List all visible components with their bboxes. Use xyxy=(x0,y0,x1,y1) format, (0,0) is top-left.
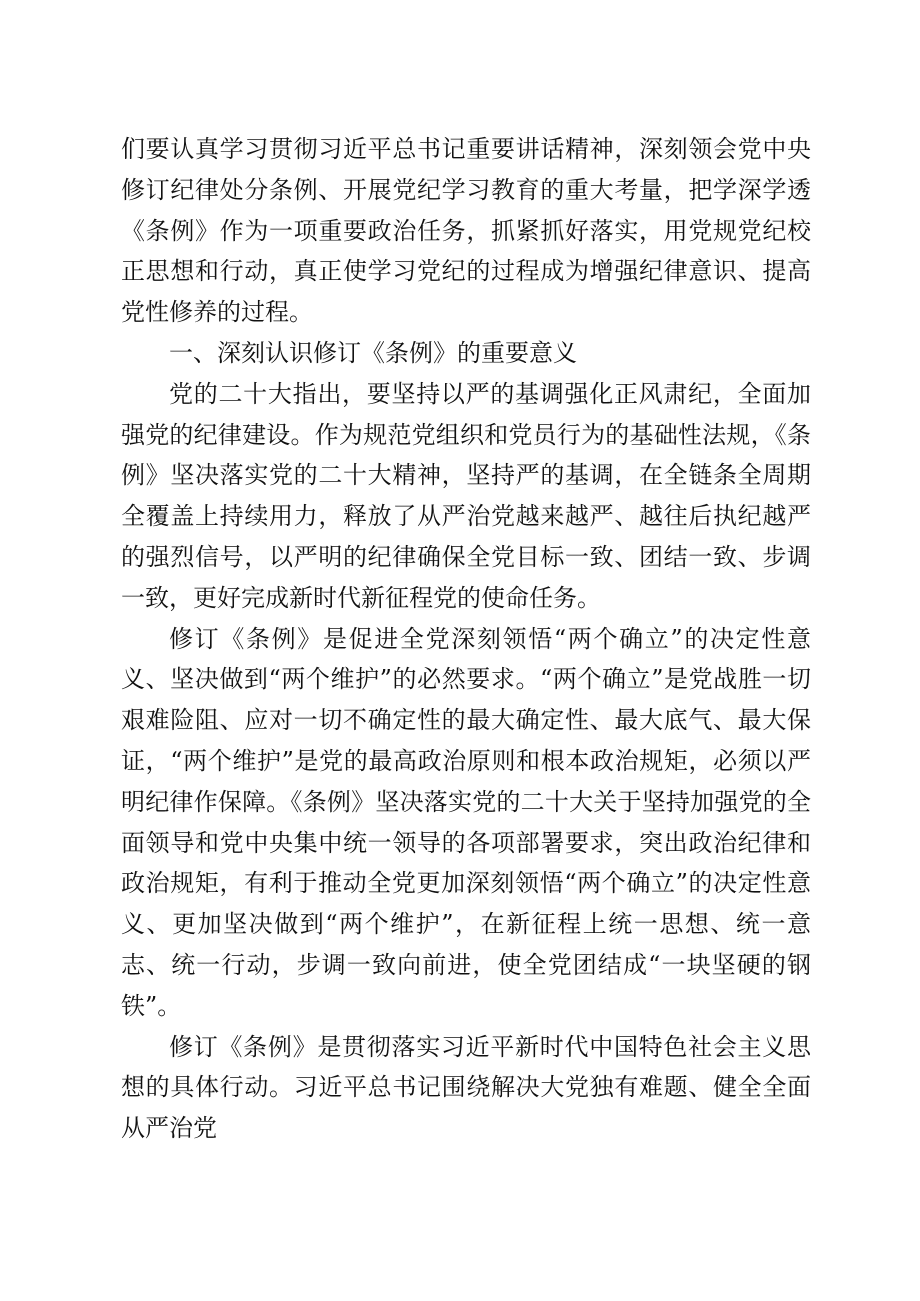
document-body xyxy=(121,129,811,1149)
body-paragraph-3: 修订《条例》是促进全党深刻领悟“两个确立”的决定性意义、坚决做到“两个维护”的必然要求。“两个确立”是党战胜一切艰难险阻、应对一切不确定性的最大确定性、最大底气、最大保证，“两个维护”是党的最高政治原则和根本政治规矩，必须以严明纪律作保障。《条例》坚决落实党的二十大关于坚持加强党的全面领导和党中央集中统一领导的各项部署要求，突出政治纪律和政治规矩，有利于推动全党更加深刻领悟“两个确立”的决定性意义、更加坚决做到“两个维护”，在新征程上统一思想、统一意志、统一行动，步调一致向前进，使全党团结成“一块坚硬的钢铁”。 xyxy=(121,624,811,1020)
section-heading-1: 一、深刻认识修订《条例》的重要意义 xyxy=(169,338,577,367)
body-paragraph-2: 党的二十大指出，要坚持以严的基调强化正风肃纪，全面加强党的纪律建设。作为规范党组织和党员行为的基础性法规，《条例》坚决落实党的二十大精神，坚持严的基调，在全链条全周期全覆盖上持续用力，释放了从严治党越来越严、越往后执纪越严的强烈信号，以严明的纪律确保全党目标一致、团结一致、步调一致，更好完成新时代新征程党的使命任务。 xyxy=(121,379,811,612)
body-paragraph-1: 们要认真学习贯彻习近平总书记重要讲话精神，深刻领会党中央修订纪律处分条例、开展党纪学习教育的重大考量，把学深学透《条例》作为一项重要政治任务，抓紧抓好落实，用党规党纪校正思想和行动，真正使学习党纪的过程成为增强纪律意识、提高党性修养的过程。 xyxy=(121,135,811,327)
body-paragraph-4: 修订《条例》是贯彻落实习近平新时代中国特色社会主义思想的具体行动。习近平总书记围绕解决大党独有难题、健全全面从严治党 xyxy=(121,1032,811,1143)
